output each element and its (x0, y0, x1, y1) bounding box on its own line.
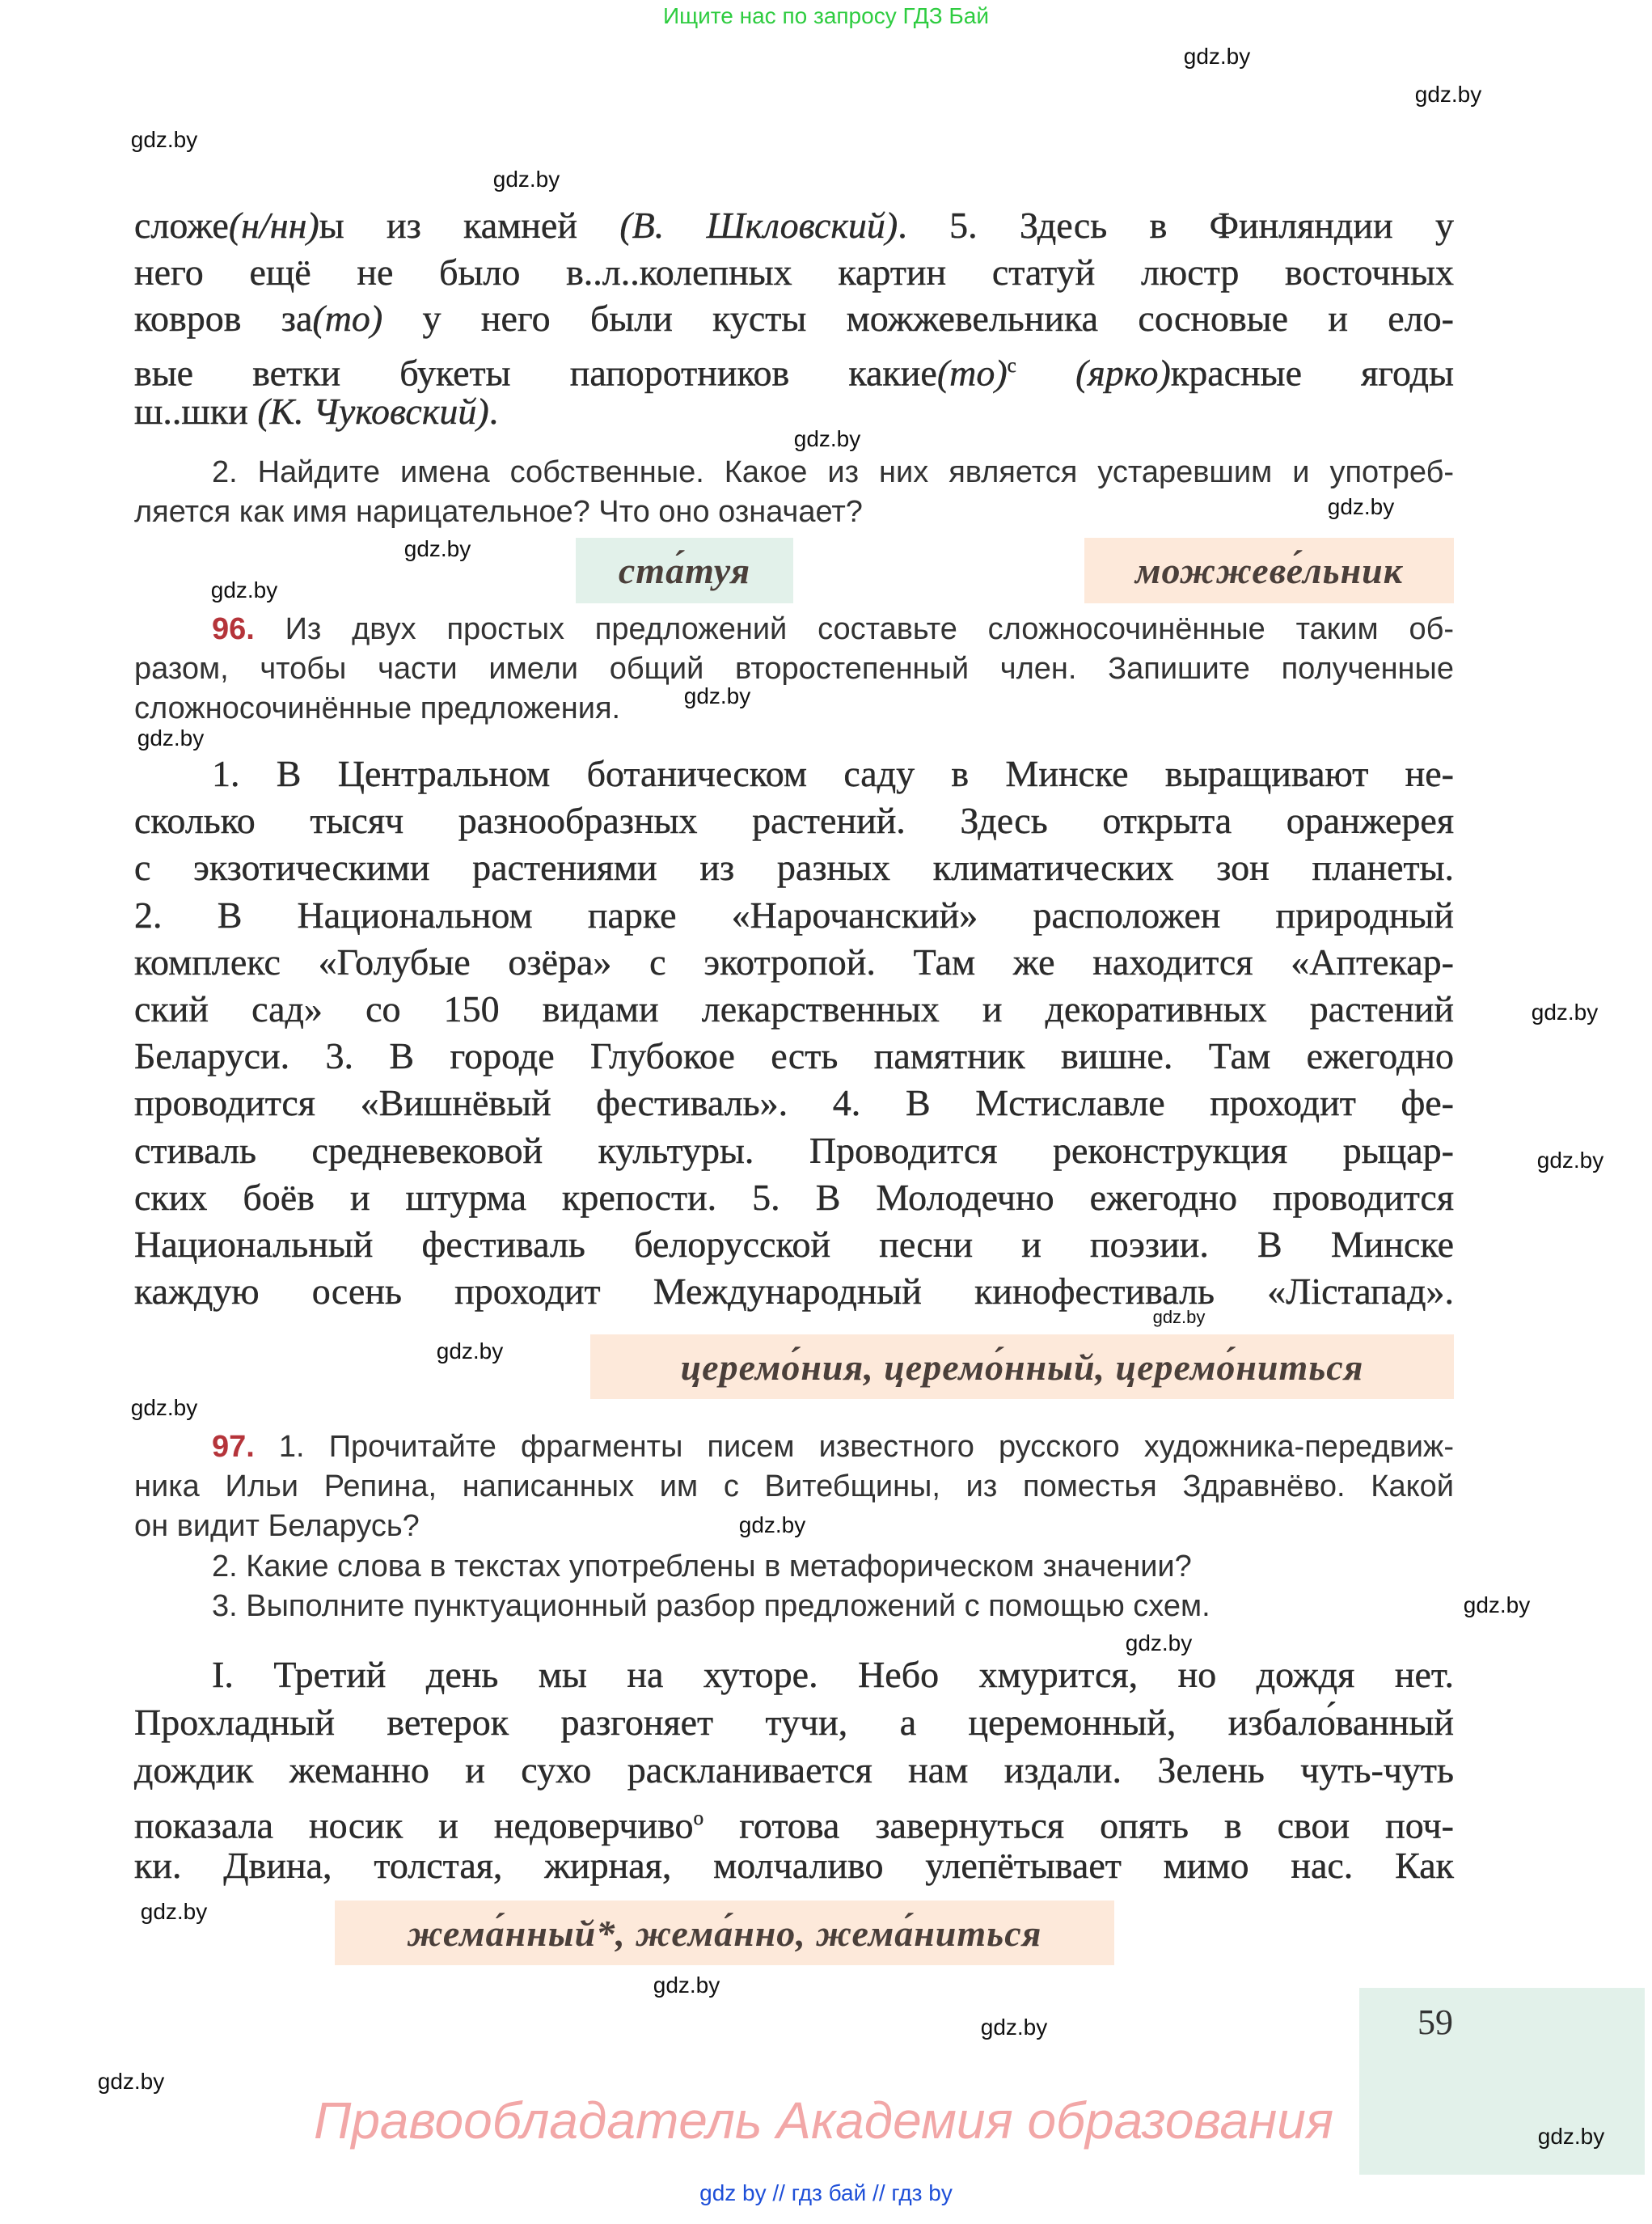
vocab-box-zhemanny (335, 1901, 1114, 1965)
text-segment: (то) (312, 298, 383, 340)
text-line (134, 1747, 1454, 1794)
superscript-mark: с (1007, 353, 1016, 377)
gdz-watermark: gdz.by (1537, 2124, 1605, 2149)
text-line (134, 986, 1454, 1033)
gdz-watermark: gdz.by (1327, 494, 1395, 519)
vocab-box-ceremoniya (590, 1334, 1454, 1399)
text-segment: стиваль средневековой культуры. Проводится реконструкция рыцар- (134, 1129, 1454, 1171)
text-line (134, 249, 1454, 296)
gdz-watermark: gdz.by (140, 1899, 208, 1924)
text-segment: 2. Найдите имена собственные. Какое из них является устаревшим и употреб- (212, 455, 1454, 489)
vocab-word: жема́нный*, жема́нно, жема́ниться (407, 1912, 1042, 1954)
text-line (134, 1699, 1454, 1746)
gdz-watermark: gdz.by (436, 1338, 504, 1364)
gdz-watermark: gdz.by (97, 2069, 165, 2094)
text-segment: сложносочинённые предложения. (134, 691, 621, 725)
text-segment: ляется как имя нарицательное? Что оно означает? (134, 494, 863, 529)
text-segment: сложе (134, 205, 229, 246)
text-segment: (н/нн) (228, 205, 319, 246)
text-line (134, 939, 1454, 986)
text-segment: с экзотическими растениями из разных климатических зон планеты. (134, 847, 1454, 889)
text-segment: 2. Какие слова в текстах употреблены в метафорическом значении? (212, 1550, 1192, 1583)
search-banner[interactable]: Ищите нас по запросу ГДЗ Бай (662, 3, 990, 28)
vocab-box-statuya (576, 538, 793, 603)
text-segment: каждую осень проходит Международный кинофестиваль «Лістапад». (134, 1271, 1454, 1313)
text-line (212, 1587, 1454, 1626)
gdz-watermark: gdz.by (683, 683, 751, 708)
gdz-watermark: gdz.by (403, 536, 471, 561)
gdz-watermark: gdz.by (738, 1512, 806, 1537)
text-segment: сколько тысяч разнообразных растений. Здесь открыта оранжерея (134, 800, 1454, 842)
text-segment: вые ветки букеты папоротников какие (134, 352, 937, 394)
text-line (212, 750, 1454, 797)
text-line (134, 202, 1454, 249)
exercise-number: 97. (212, 1430, 255, 1464)
gdz-watermark: gdz.by (1463, 1592, 1531, 1617)
gdz-watermark: gdz.by (1183, 44, 1251, 69)
text-segment: ника Ильи Репина, написанных им с Витебщины, из поместья Здравнёво. Какой (134, 1469, 1454, 1503)
text-line (134, 797, 1454, 844)
gdz-watermark: gdz.by (653, 1972, 720, 1998)
text-segment: ковров за (134, 298, 313, 340)
text-segment: 1. В Центральном ботаническом саду в Минске выращивают не- (212, 753, 1454, 794)
text-segment: дождик жеманно и сухо раскланивается нам издали. Зелень чуть-чуть (134, 1748, 1454, 1791)
text-segment: (К. Чуковский) (257, 391, 489, 433)
text-segment: . (488, 391, 499, 433)
text-line (134, 1795, 1454, 1849)
text-segment: ы из камней (319, 205, 620, 246)
vocab-word: церемо́ния, церемо́нный, церемо́ниться (680, 1346, 1364, 1388)
gdz-watermark: gdz.by (1125, 1630, 1193, 1655)
text-segment: ский сад» со 150 видами лекарственных и декоративных растений (134, 988, 1454, 1030)
text-segment: I. Третий день мы на хуторе. Небо хмурится, но дождя нет. (212, 1654, 1454, 1695)
text-segment: 1. Прочитайте фрагменты писем известного русского художника-передвиж- (254, 1430, 1454, 1464)
text-line (134, 649, 1454, 689)
text-line (212, 453, 1454, 493)
gdz-watermark: gdz.by (1531, 1000, 1599, 1025)
text-line (134, 1127, 1454, 1174)
text-line (134, 295, 1454, 342)
text-line (134, 1221, 1454, 1268)
gdz-watermark: gdz.by (130, 1395, 198, 1420)
text-line (134, 1467, 1454, 1507)
text-segment: Национальный фестиваль белорусской песни и поэзии. В Минске (134, 1224, 1454, 1265)
rights-holder-watermark: Правообладатель Академия образования (313, 2091, 1334, 2150)
text-segment: (ярко) (1075, 352, 1171, 394)
text-segment: (то) (936, 352, 1008, 394)
gdz-watermark: gdz.by (1414, 82, 1482, 107)
gdz-watermark: gdz.by (137, 725, 205, 750)
text-segment: Прохладный ветерок разгоняет тучи, а церемонный, избало́ванный (134, 1701, 1454, 1743)
text-line (134, 892, 1454, 939)
gdz-watermark: gdz.by (1536, 1148, 1604, 1173)
text-line (212, 610, 1454, 649)
text-segment: он видит Беларусь? (134, 1508, 420, 1543)
text-segment: 2. В Национальном парке «Нарочанский» расположен природный (134, 894, 1454, 936)
vocab-word: ста́туя (618, 550, 751, 591)
page-number: 59 (1418, 2002, 1453, 2042)
text-segment: красные ягоды (1170, 352, 1454, 394)
text-segment: проводится «Вишнёвый фестиваль». 4. В Мстиславле проходит фе- (134, 1082, 1454, 1124)
text-segment: (В. Шкловский) (619, 205, 898, 246)
text-segment: показала носик и недоверчиво (134, 1804, 694, 1846)
text-segment (1016, 352, 1075, 393)
text-segment: комплекс «Голубые озёра» с экотропой. Там же находится «Аптекар- (134, 941, 1454, 983)
text-line (134, 1174, 1454, 1221)
text-segment: ских боёв и штурма крепости. 5. В Молодечно ежегодно проводится (134, 1176, 1454, 1218)
gdz-watermark: gdz.by (492, 167, 560, 192)
exercise-number: 96. (212, 612, 255, 646)
text-segment: разом, чтобы части имели общий второстепенный член. Запишите полученные (134, 651, 1454, 686)
text-segment: Беларуси. 3. В городе Глубокое есть памятник вишне. Там ежегодно (134, 1035, 1454, 1077)
text-segment: 3. Выполните пунктуационный разбор предложений с помощью схем. (212, 1588, 1210, 1623)
gdz-watermark: gdz.by (980, 2015, 1048, 2040)
text-segment: . 5. Здесь в Финляндии у (898, 205, 1454, 246)
text-line (134, 1268, 1454, 1315)
text-segment: у него были кусты можжевельника сосновые и ело- (382, 298, 1454, 340)
text-line (134, 689, 1454, 729)
text-segment: готова завернуться опять в свои поч- (703, 1804, 1454, 1846)
gdz-watermark: gdz.by (1152, 1307, 1206, 1327)
text-segment: него ещё не было в..л..колепных картин статуй люстр восточных (134, 251, 1454, 293)
text-segment: Из двух простых предложений составьте сложносочинённые таким об- (254, 612, 1454, 646)
gdz-watermark: gdz.by (210, 577, 278, 603)
text-line (134, 844, 1454, 891)
gdz-watermark: gdz.by (793, 426, 861, 451)
superscript-mark: о (693, 1806, 704, 1829)
footer-links[interactable]: gdz by // гдз бай // гдз by (699, 2180, 953, 2205)
text-line (134, 1080, 1454, 1127)
text-line (134, 493, 1454, 532)
vocab-box-mozhzhevelnik (1084, 538, 1454, 603)
text-segment: ки. Двина, толстая, жирная, молчаливо улепётывает мимо нас. Как (134, 1844, 1454, 1886)
text-line (134, 1842, 1454, 1889)
text-line (212, 1651, 1454, 1698)
text-line (212, 1427, 1454, 1467)
text-line (134, 1033, 1454, 1080)
text-segment: ш..шки (134, 391, 258, 433)
vocab-word: можжеве́льник (1134, 550, 1404, 591)
text-line (212, 1547, 1454, 1587)
gdz-watermark: gdz.by (130, 127, 198, 152)
